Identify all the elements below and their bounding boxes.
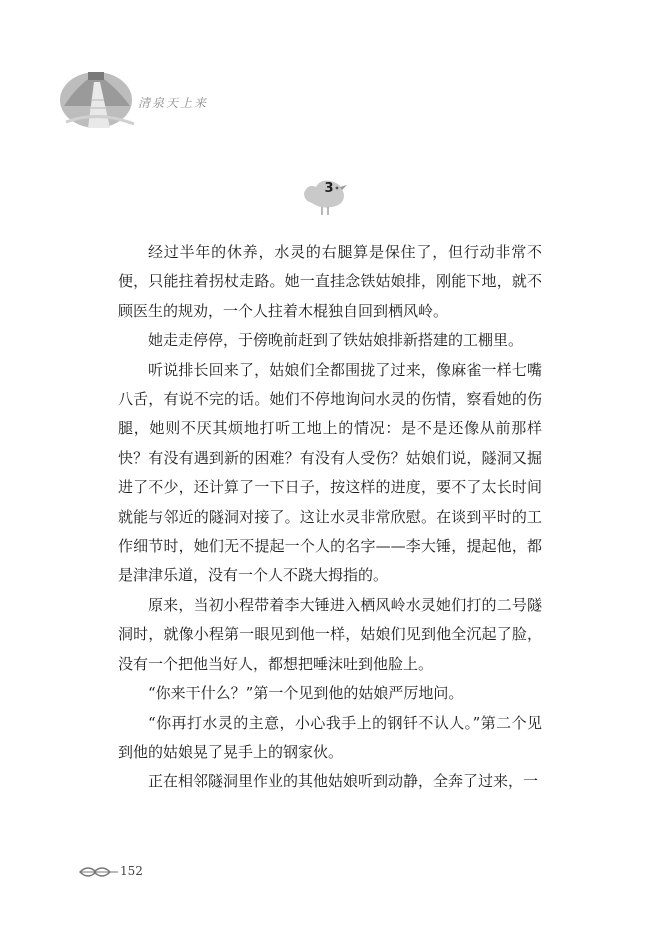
paragraph: “你来干什么？”第一个见到他的姑娘严厉地问。 — [148, 684, 464, 703]
paragraph: “你再打水灵的主意，小心我手上的钢钎不认人。”第二个见到他的姑娘晃了晃手上的钢家伙。 — [118, 713, 542, 761]
paragraph: 正在相邻隧洞里作业的其他姑娘听到动静，全奔了过来，一 — [148, 772, 539, 791]
chapter-number: 3 — [324, 181, 334, 196]
paragraph: 她走走停停，于傍晚前赶到了铁姑娘排新搭建的工棚里。 — [148, 331, 524, 350]
book-title: 清泉天上来 — [138, 96, 209, 110]
chapter-body — [118, 238, 542, 797]
mountain-path-illustration-icon — [58, 60, 138, 130]
paragraph: 经过半年的休养，水灵的右腿算是保住了，但行动非常不便，只能拄着拐杖走路。她一直挂念铁姑娘排，刚能下地，就不顾医生的规劝，一个人拄着木棍独自回到栖风岭。 — [118, 243, 542, 320]
page-number: 152 — [120, 864, 143, 878]
paragraph: 原来，当初小程带着李大锤进入栖风岭水灵她们打的二号隧洞时，就像小程第一眼见到他一样，姑娘们见到他全沉起了脸，没有一个把他当好人，都想把唾沫吐到他脸上。 — [118, 595, 542, 673]
paragraph: 听说排长回来了，姑娘们全都围拢了过来，像麻雀一样七嘴八舌，有说不完的话。她们不停地询问水灵的伤情，察看她的伤腿，她则不厌其烦地打听工地上的情况：是不是还像从前那样快？有没有遇到新的困难？有没有人受伤？姑娘们说，隧洞又掘进了不少，还计算了一下日子，按这样的进度，要不了太长时间就能与邻近的隧洞对接了。这让水灵非常欣慰。在谈到平时的工作细节时，她们无不提起一个人的名字——李大锤，提起他，都是津津乐道，没有一个人不跷大拇指的。 — [118, 360, 542, 585]
leaf-ornament-icon — [78, 862, 122, 882]
